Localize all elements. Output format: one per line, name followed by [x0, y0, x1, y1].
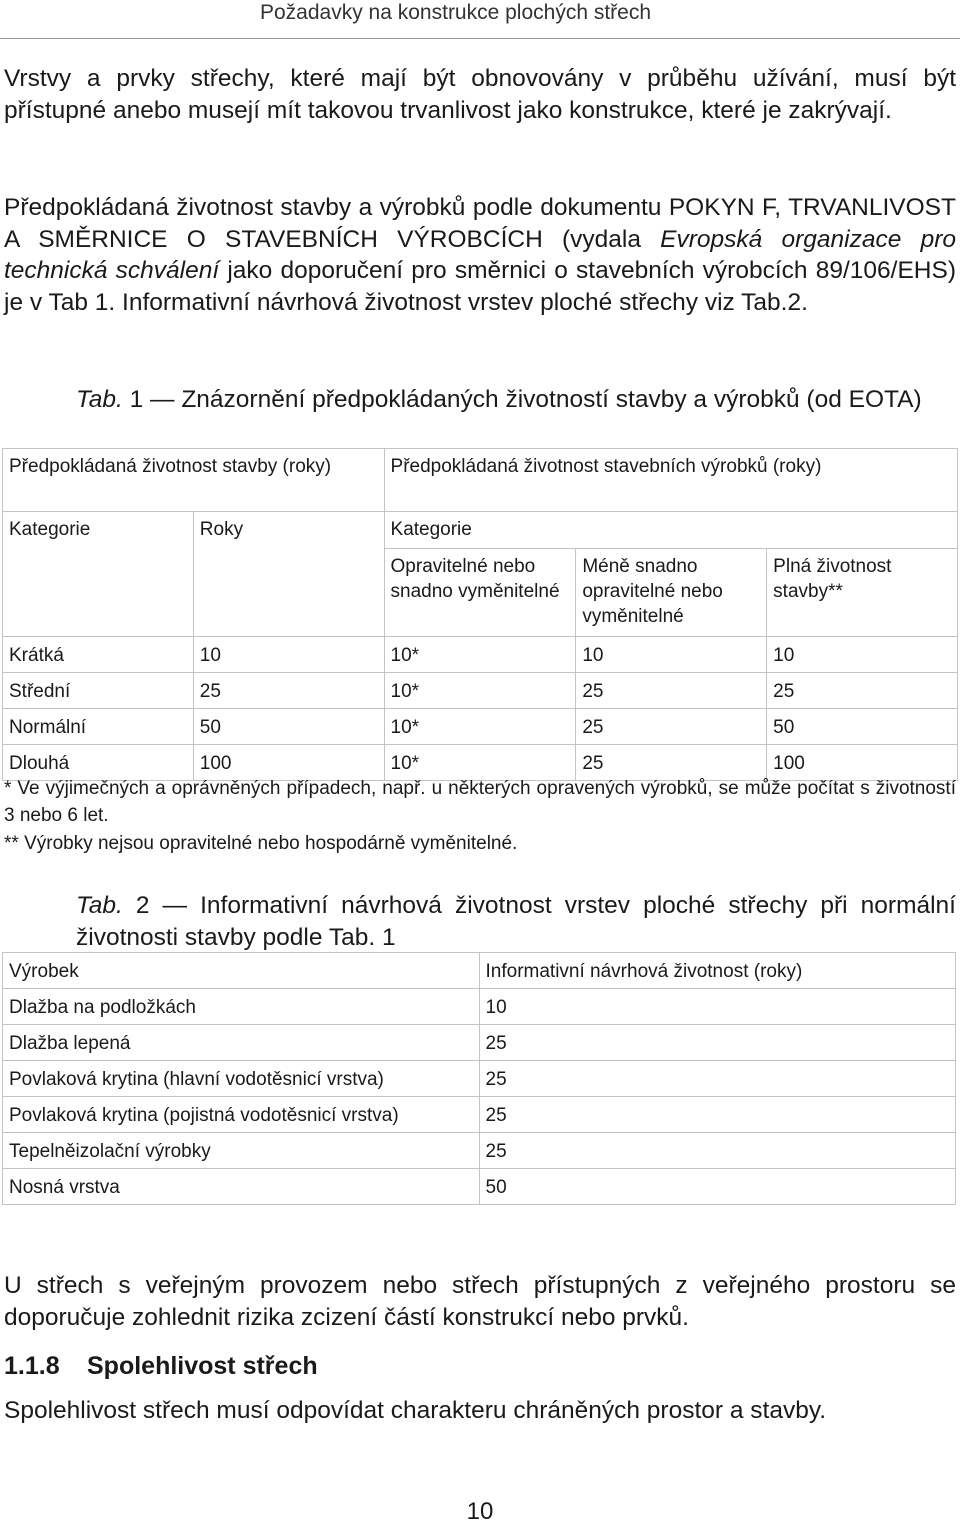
section-title: Spolehlivost střech — [87, 1352, 318, 1380]
row-category: Střední — [3, 673, 194, 709]
table1-col-category: Kategorie — [3, 512, 194, 637]
table1-sub-less-repairable: Méně snadno opravitelné nebo vyměnitelné — [576, 549, 767, 637]
row-years: 50 — [193, 709, 384, 745]
lifetime-paragraph-part1: Předpokládaná životnost stavby a výrobků podle dokumentu POKYN F, TRVANLIVOST A SMĚRNICE O STAVEBNÍCH VÝROBCÍCH (vydala — [4, 194, 956, 253]
row-full: 25 — [767, 673, 958, 709]
row-product: Nosná vrstva — [3, 1169, 480, 1205]
table-row — [3, 637, 958, 673]
row-full: 10 — [767, 637, 958, 673]
reliability-paragraph: Spolehlivost střech musí odpovídat charakteru chráněných prostor a stavby. — [4, 1397, 827, 1424]
header-rule — [0, 38, 960, 39]
row-years: 100 — [193, 745, 384, 781]
table-row — [3, 1133, 956, 1169]
table-row — [3, 1097, 956, 1133]
table-row — [3, 1061, 956, 1097]
design-lifetime-table — [2, 952, 956, 1205]
row-years: 25 — [193, 673, 384, 709]
table1-sub-repairable: Opravitelné nebo snadno vyměnitelné — [384, 549, 576, 637]
row-product: Dlažba na podložkách — [3, 989, 480, 1025]
row-years: 25 — [479, 1097, 955, 1133]
row-repairable: 10* — [384, 673, 576, 709]
table2-caption-label: Tab. — [76, 892, 123, 919]
row-years: 50 — [479, 1169, 955, 1205]
table1-sub-full: Plná životnost stavby** — [767, 549, 958, 637]
table1-col-years: Roky — [193, 512, 384, 637]
row-full: 100 — [767, 745, 958, 781]
table1-subhead-row — [3, 512, 958, 549]
table-row — [3, 1025, 956, 1061]
table1-head-products: Předpokládaná životnost stavebních výrobků (roky) — [384, 449, 957, 512]
row-repairable: 10* — [384, 709, 576, 745]
table2-head-lifetime: Informativní návrhová životnost (roky) — [479, 953, 955, 989]
row-repairable: 10* — [384, 745, 576, 781]
row-category: Normální — [3, 709, 194, 745]
row-years: 10 — [193, 637, 384, 673]
table-row — [3, 1169, 956, 1205]
table-row — [3, 989, 956, 1025]
lifetime-paragraph-org: Evropská organizace pro technická schválení — [4, 225, 956, 284]
page-number: 10 — [466, 1498, 494, 1525]
table1-head-building: Předpokládaná životnost stavby (roky) — [3, 449, 385, 512]
row-product: Povlaková krytina (hlavní vodotěsnicí vrstva) — [3, 1061, 480, 1097]
lifetime-paragraph — [4, 192, 956, 318]
row-full: 50 — [767, 709, 958, 745]
row-less-repairable: 25 — [576, 745, 767, 781]
row-less-repairable: 25 — [576, 673, 767, 709]
row-category: Krátká — [3, 637, 194, 673]
row-less-repairable: 25 — [576, 709, 767, 745]
row-repairable: 10* — [384, 637, 576, 673]
section-number: 1.1.8 — [4, 1352, 60, 1380]
row-less-repairable: 10 — [576, 637, 767, 673]
section-heading — [4, 1350, 318, 1382]
table1-head-row — [3, 449, 958, 512]
table1-col-category-products: Kategorie — [384, 512, 957, 549]
intro-paragraph: Vrstvy a prvky střechy, které mají být obnovovány v průběhu užívání, musí být přístupné anebo musejí mít takovou trvanlivost jako konstrukce, které je zakrývají. — [4, 65, 956, 124]
lifetime-table — [2, 448, 958, 781]
table2-head-row — [3, 953, 956, 989]
row-product: Dlažba lepená — [3, 1025, 480, 1061]
table2-caption-text: 2 — Informativní návrhová životnost vrstev ploché střechy při normální životnosti stavby podle Tab. 1 — [76, 892, 956, 951]
public-access-paragraph: U střech s veřejným provozem nebo střech přístupných z veřejného prostoru se doporučuje zohlednit rizika zcizení částí konstrukcí nebo prvků. — [4, 1272, 956, 1331]
row-years: 25 — [479, 1133, 955, 1169]
row-years: 10 — [479, 989, 955, 1025]
table1-caption — [76, 384, 956, 416]
table2-head-product: Výrobek — [3, 953, 480, 989]
table-row — [3, 709, 958, 745]
table-row — [3, 673, 958, 709]
table1-footnote-2: ** Výrobky nejsou opravitelné nebo hospodárně vyměnitelné. — [4, 833, 518, 854]
table1-caption-label: Tab. — [76, 386, 123, 413]
running-header: Požadavky na konstrukce plochých střech — [260, 1, 652, 24]
lifetime-paragraph-part2: jako doporučení pro směrnici o stavebních výrobcích 89/106/EHS) je v Tab 1. Informativní návrhová životnost vrstev ploché střechy viz Tab.2. — [4, 257, 956, 316]
row-product: Povlaková krytina (pojistná vodotěsnicí vrstva) — [3, 1097, 480, 1133]
table2-caption — [76, 890, 956, 953]
row-years: 25 — [479, 1025, 955, 1061]
row-category: Dlouhá — [3, 745, 194, 781]
table1-footnote-1: * Ve výjimečných a oprávněných případech, např. u některých opravených výrobků, se může počítat s životností 3 nebo 6 let. — [4, 778, 956, 826]
row-years: 25 — [479, 1061, 955, 1097]
table1-caption-text: 1 — Znázornění předpokládaných životností stavby a výrobků (od EOTA) — [122, 386, 922, 413]
row-product: Tepelněizolační výrobky — [3, 1133, 480, 1169]
